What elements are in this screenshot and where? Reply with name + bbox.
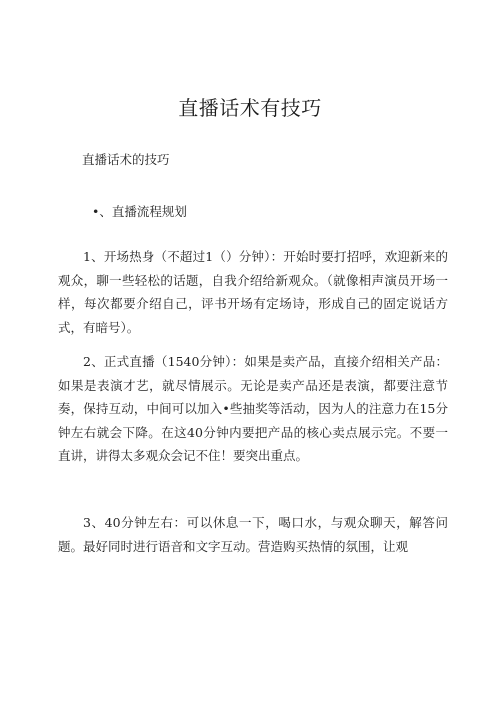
section-heading: •、直播流程规划 <box>92 204 187 219</box>
document-title: 直播话术有技巧 <box>178 96 322 120</box>
paragraph-main-broadcast: 2、正式直播（1540分钟）：如果是卖产品，直接介绍相关产品：如果是表演才艺，就尽情展示。无论是卖产品还是表演，都要注意节奏，保持互动，中间可以加入•些抽奖等活动，因为人的注意力在15分钟左右就会下降。在这40分钟内要把产品的核心卖点展示完。不要一直讲，讲得太多观众会记不住！要突出重点。 <box>58 354 448 463</box>
paragraph-break-interaction: 3、40分钟左右：可以休息一下，喝口水，与观众聊天，解答问题。最好同时进行语音和文字互动。营造购买热情的氛围，让观 <box>58 515 448 554</box>
paragraph-opening-warmup: 1、开场热身（不超过1（）分钟）：开始时要打招呼，欢迎新来的观众，聊一些轻松的话题，自我介绍给新观众。（就像相声演员开场一样，每次都要介绍自己，评书开场有定场诗，形成自己的固定说话方式，有暗号）。 <box>58 249 448 335</box>
document-subtitle: 直播话术的技巧 <box>82 152 170 167</box>
